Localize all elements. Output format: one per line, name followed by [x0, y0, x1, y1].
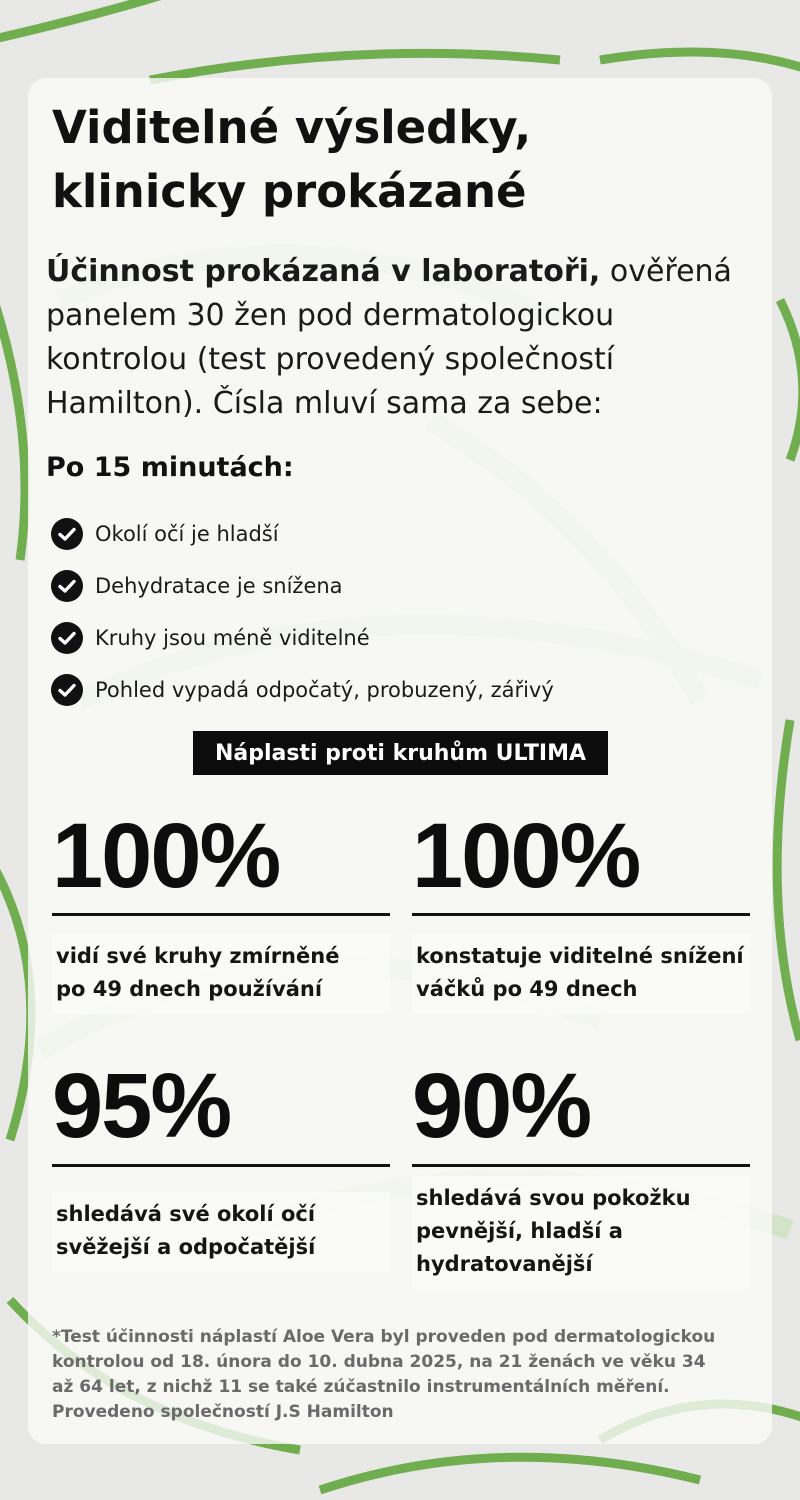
stat-block [52, 1055, 390, 1259]
stat-divider [412, 913, 750, 916]
intro-paragraph [46, 250, 746, 426]
checklist-item-label: Okolí očí je hladší [95, 522, 279, 546]
stat-description [52, 1192, 390, 1272]
stat-desc-line: váčků po 49 dnech [416, 977, 638, 1001]
study-footnote: *Test účinnosti náplastí Aloe Vera byl proveden pod dermatologickou kontrolou od 18. února do 10. dubna 2025, na 21 ženách ve věku 34 až 64 let, z nichž 11 se také zúčastnilo instrumentálních měření. Provedeno společností J.S Hamilton [52, 1327, 716, 1422]
stat-block [412, 805, 750, 1001]
stat-block [412, 1055, 750, 1276]
check-circle-icon [50, 673, 84, 707]
stat-divider [52, 1164, 390, 1167]
title-line-1: Viditelné výsledky, [52, 101, 532, 154]
checklist-item [50, 508, 554, 560]
stat-value: 100% [52, 805, 280, 907]
check-circle-icon [50, 517, 84, 551]
stat-desc-line: vidí své kruhy zmírněné [56, 944, 340, 968]
checklist-item-label: Pohled vypadá odpočatý, probuzený, zářivý [95, 678, 554, 702]
stat-description [52, 934, 390, 1014]
stat-desc-line: hydratovanější [416, 1252, 593, 1276]
stat-description [412, 934, 750, 1014]
stat-desc-line: konstatuje viditelné snížení [416, 944, 744, 968]
stat-divider [412, 1164, 750, 1167]
product-badge: Náplasti proti kruhům ULTIMA [193, 731, 608, 775]
intro-bold-lead: Účinnost prokázaná v laboratoři, [46, 254, 601, 289]
stat-divider [52, 913, 390, 916]
checklist-item-label: Kruhy jsou méně viditelné [95, 626, 370, 650]
stat-desc-line: shledává své okolí očí [56, 1202, 316, 1226]
check-circle-icon [50, 569, 84, 603]
stat-desc-line: pevnější, hladší a [416, 1219, 623, 1243]
intro-text: ověřená panelem 30 žen pod dermatologickou kontrolou (test provedený společností Hamilton). Čísla mluví sama za sebe: [46, 254, 732, 421]
checklist-item-label: Dehydratace je snížena [95, 574, 343, 598]
stat-description [412, 1176, 750, 1289]
stat-desc-line: po 49 dnech používání [56, 977, 323, 1001]
checklist-item [50, 612, 554, 664]
stat-value: 100% [412, 805, 640, 907]
stat-block [52, 805, 390, 1001]
stat-desc-line: svěžejší a odpočatější [56, 1235, 316, 1259]
checklist-item [50, 560, 554, 612]
title-line-2: klinicky prokázané [52, 165, 527, 218]
results-subheading: Po 15 minutách: [46, 452, 294, 483]
stat-value: 95% [52, 1055, 231, 1157]
stat-desc-line: shledává svou pokožku [416, 1186, 691, 1210]
page-title [52, 96, 732, 224]
checklist-item [50, 664, 554, 716]
stat-value: 90% [412, 1055, 591, 1157]
benefit-checklist [50, 508, 554, 716]
check-circle-icon [50, 621, 84, 655]
